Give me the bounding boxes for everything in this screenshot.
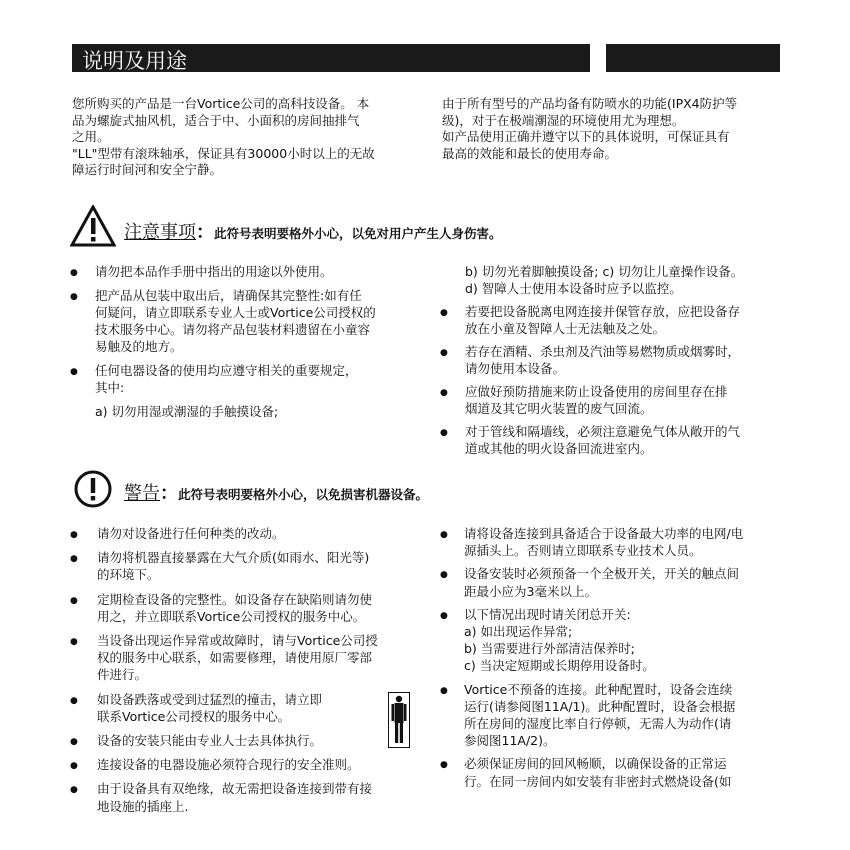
list-line: 应做好预防措施来防止设备使用的房间里存在排 xyxy=(465,384,728,399)
list-line: 其中: xyxy=(95,380,125,395)
list-line: b) 当需要进行外部清洁保养时; xyxy=(464,641,635,657)
list-line: 由于设备具有双绝缘，故无需把设备连接到带有接 xyxy=(97,781,373,797)
list-line: Vortice不预备的连接。此种配置时，设备会连续 xyxy=(464,681,733,697)
list-line: b) 切勿光着脚触摸设备; c) 切勿让儿童操作设备。 xyxy=(465,264,744,279)
section-title-bar xyxy=(72,44,590,72)
intro-line: 您所购买的产品是一台Vortice公司的高科技设备。 本 xyxy=(72,96,370,111)
caution-heading xyxy=(124,218,502,244)
intro-line: 最高的效能和最长的使用寿命。 xyxy=(442,145,618,161)
caution-left-column xyxy=(70,264,410,424)
list-line: 把产品从包装中取出后，请确保其完整性:如有任 xyxy=(95,288,362,303)
intro-line: 如产品使用正确并遵守以下的具体说明，可保证具有 xyxy=(442,129,730,145)
list-line: a) 如出现运作异常; xyxy=(464,623,573,639)
list-line: 如设备跌落或受到过猛烈的撞击，请立即 xyxy=(97,691,323,707)
warning-heading xyxy=(124,479,428,505)
warning-left-column xyxy=(70,526,425,826)
list-line: 请勿将机器直接暴露在大气介质(如雨水、阳光等) xyxy=(97,550,370,566)
list-line: 权的服务中心联系，如需要修理，请使用原厂零部 xyxy=(97,650,373,666)
intro-left xyxy=(72,96,424,179)
caution-right-column xyxy=(440,264,785,464)
list-line: 请勿把本品作手册中指出的用途以外使用。 xyxy=(95,264,333,279)
list-line: 地设施的插座上. xyxy=(97,798,189,814)
list-line: 行。在同一房间内如安装有非密封式燃烧设备(如 xyxy=(464,773,732,789)
intro-line: 之用。 xyxy=(72,129,110,145)
bullet-icon: ● xyxy=(70,695,78,706)
list-line: 请勿使用本设备。 xyxy=(465,361,566,376)
list-line: 放在小童及智障人士无法触及之处。 xyxy=(465,321,666,336)
intro-line: 由于所有型号的产品均备有防喷水的功能(IPX4防护等 xyxy=(442,96,738,111)
intro-right xyxy=(442,96,788,162)
bullet-icon: ● xyxy=(70,737,78,747)
list-line: 定期检查设备的完整性。如设备存在缺陷则请勿使 xyxy=(97,591,373,607)
list-line: 道或其他的明火设备回流进室内。 xyxy=(465,441,653,456)
list-line: 参阅图11A/2)。 xyxy=(464,733,556,749)
list-line: 何疑问，请立即联系专业人士或Vortice公司授权的 xyxy=(95,305,376,320)
list-line: 设备的安装只能由专业人士去具体执行。 xyxy=(97,733,323,748)
list-line: 设备安装时必须预备一个全极开关，开关的触点间 xyxy=(464,566,740,582)
exclamation-circle-icon xyxy=(70,468,116,510)
list-line: 必须保证房间的回风畅顺，以确保设备的正常运 xyxy=(464,756,727,772)
list-line: 距最小应为3毫米以上。 xyxy=(464,583,597,599)
intro-line: 障运行时间河和安全宁静。 xyxy=(72,162,223,178)
bullet-icon: ● xyxy=(70,761,78,772)
list-line: 所在房间的湿度比率自行停顿，无需人为动作(请 xyxy=(464,715,732,731)
list-line: 任何电器设备的使用均应遵守相关的重要规定， xyxy=(95,363,358,378)
list-line: 若要把设备脱离电网连接并保管存放，应把设备存 xyxy=(465,304,741,319)
list-line: 运行(请参阅图11A/1)。此种配置时，设备会根据 xyxy=(464,698,736,714)
list-line: 以下情况出现时请关闭总开关: xyxy=(464,606,631,622)
intro-line: 级)，对于在极端潮湿的环境使用尤为理想。 xyxy=(442,112,685,128)
bullet-icon: ● xyxy=(440,760,448,771)
bullet-icon: ● xyxy=(70,367,78,377)
bullet-icon: ● xyxy=(70,785,78,796)
bullet-icon: ● xyxy=(70,554,78,565)
warning-colon: ： xyxy=(160,483,178,504)
bullet-icon: ● xyxy=(440,610,448,621)
header-right-bar xyxy=(606,44,780,72)
bullet-icon: ● xyxy=(70,637,78,647)
warning-triangle-icon xyxy=(70,205,116,247)
bullet-icon: ● xyxy=(440,348,448,358)
list-line: 易触及的地方。 xyxy=(95,339,183,354)
list-line: d) 智障人士使用本设备时应予以监控。 xyxy=(465,281,682,296)
caution-description: 此符号表明要格外小心，以免对用户产生人身伤害。 xyxy=(214,226,502,241)
bullet-icon: ● xyxy=(440,388,448,398)
bullet-icon: ● xyxy=(440,308,448,318)
person-figure-icon xyxy=(388,692,410,748)
list-line: 件进行。 xyxy=(97,667,148,683)
list-line: 用之，并立即联系Vortice公司授权的服务中心。 xyxy=(97,608,366,624)
list-line: 若存在酒精、杀虫剂及汽油等易燃物质或烟雾时， xyxy=(465,344,741,359)
bullet-icon: ● xyxy=(440,428,448,438)
caution-title: 注意事项 xyxy=(124,222,196,243)
list-line: c) 当决定短期或长期停用设备时。 xyxy=(464,658,655,674)
list-line: 连接设备的电器设施必须符合现行的安全准则。 xyxy=(97,757,360,773)
bullet-icon: ● xyxy=(440,685,448,696)
list-line: 源插头上。否则请立即联系专业技术人员。 xyxy=(464,543,702,559)
bullet-icon: ● xyxy=(440,530,448,540)
list-line: 联系Vortice公司授权的服务中心。 xyxy=(97,708,291,724)
list-line: 烟道及其它明火装置的废气回流。 xyxy=(465,401,653,416)
bullet-icon: ● xyxy=(70,268,78,278)
list-line: 当设备出现运作异常或故障时，请与Vortice公司授 xyxy=(97,633,378,648)
intro-line: 品为螺旋式抽风机，适合于中、小面积的房间抽排气 xyxy=(72,112,360,128)
page-title: 说明及用途 xyxy=(82,49,187,73)
list-line: 技术服务中心。请勿将产品包装材料遗留在小童容 xyxy=(95,322,371,337)
bullet-icon: ● xyxy=(70,595,78,606)
warning-title: 警告 xyxy=(124,483,160,504)
intro-line: "LL"型带有滚珠轴承，保证具有30000小时以上的无故 xyxy=(72,145,375,161)
list-line: 请将设备连接到具备适合于设备最大功率的电网/电 xyxy=(464,526,744,541)
caution-colon: ： xyxy=(196,222,214,243)
bullet-icon: ● xyxy=(70,292,78,302)
warning-description: 此符号表明要格外小心，以免损害机器设备。 xyxy=(178,487,429,502)
list-line: a) 切勿用湿或潮湿的手触摸设备; xyxy=(95,404,279,419)
warning-right-column xyxy=(440,526,790,826)
bullet-icon: ● xyxy=(440,570,448,581)
list-line: 对于管线和隔墙线，必须注意避免气体从敞开的气 xyxy=(465,424,741,439)
list-line: 请勿对设备进行任何种类的改动。 xyxy=(97,526,285,541)
list-line: 的环境下。 xyxy=(97,567,160,583)
bullet-icon: ● xyxy=(70,530,78,540)
